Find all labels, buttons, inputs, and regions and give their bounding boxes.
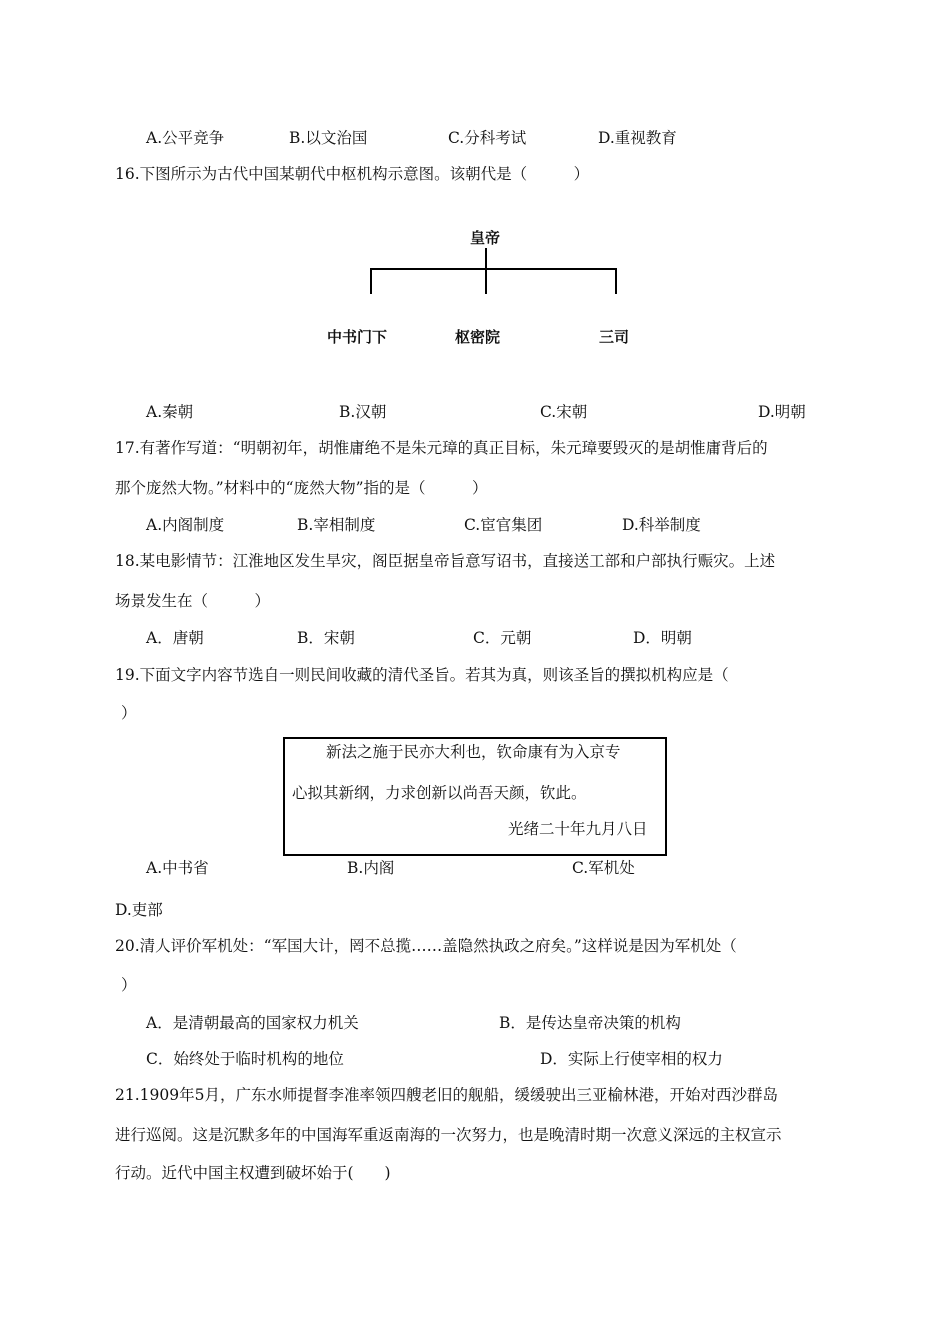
q20-option-a: A．是清朝最高的国家权力机关	[146, 1014, 359, 1032]
q20-option-b: B．是传达皇帝决策的机构	[499, 1014, 681, 1032]
q17-option-a: A.内阁制度	[146, 516, 225, 534]
edict-line1: 新法之施于民亦大利也，钦命康有为入京专	[326, 743, 621, 761]
q16-stem: 16.下图所示为古代中国某朝代中枢机构示意图。该朝代是（ ）	[115, 165, 590, 183]
q17-option-b: B.宰相制度	[297, 516, 376, 534]
q21-stem-line3: 行动。近代中国主权遭到破坏始于( )	[115, 1164, 391, 1182]
q17-stem-line1: 17.有著作写道：“明朝初年，胡惟庸绝不是朱元璋的真正目标，朱元璋要毁灭的是胡惟庸背后的	[115, 439, 768, 457]
q20-option-c: C．始终处于临时机构的地位	[146, 1050, 344, 1068]
chart-connector-top	[485, 248, 487, 270]
q20-stem-line1: 20.清人评价军机处：“军国大计，罔不总揽……盖隐然执政之府矣。”这样说是因为军机处（	[115, 937, 737, 955]
q15-option-d: D.重视教育	[598, 129, 677, 147]
q16-option-d: D.明朝	[758, 403, 806, 421]
q20-option-d: D．实际上行使宰相的权力	[540, 1050, 723, 1068]
q19-option-b: B.内阁	[347, 859, 395, 877]
q21-stem-line1: 21.1909年5月，广东水师提督李准率领四艘老旧的舰船，缓缓驶出三亚榆林港，开始对西沙群岛	[115, 1086, 778, 1104]
chart-node-zhongshumenxia: 中书门下	[327, 328, 388, 346]
q17-stem-line2: 那个庞然大物。”材料中的“庞然大物”指的是（ ）	[115, 479, 488, 497]
q19-option-d: D.吏部	[115, 901, 163, 919]
q19-stem-line2: ）	[121, 704, 137, 722]
chart-connector-middle	[485, 268, 487, 294]
q21-stem-line2: 进行巡阅。这是沉默多年的中国海军重返南海的一次努力，也是晚清时期一次意义深远的主权宣示	[115, 1126, 782, 1144]
q18-option-c: C．元朝	[473, 629, 532, 647]
q18-option-d: D．明朝	[633, 629, 692, 647]
q16-option-c: C.宋朝	[540, 403, 588, 421]
q18-option-b: B．宋朝	[297, 629, 355, 647]
chart-node-shumiyuan: 枢密院	[455, 328, 501, 346]
q15-option-b: B.以文治国	[289, 129, 368, 147]
q18-stem-line1: 18.某电影情节：江淮地区发生旱灾，阁臣据皇帝旨意写诏书，直接送工部和户部执行赈灾。上述	[115, 552, 776, 570]
q18-option-a: A．唐朝	[146, 629, 204, 647]
q15-option-a: A.公平竞争	[146, 129, 225, 147]
edict-line2: 心拟其新纲，力求创新以尚吾天颜，钦此。	[292, 784, 587, 802]
q19-option-c: C.军机处	[572, 859, 635, 877]
q18-stem-line2: 场景发生在（ ）	[115, 592, 271, 610]
q20-stem-line2: ）	[121, 976, 137, 994]
q15-option-c: C.分科考试	[448, 129, 527, 147]
chart-connector-right	[615, 268, 617, 294]
chart-connector-horizontal	[370, 268, 617, 270]
q17-option-d: D.科举制度	[622, 516, 701, 534]
chart-node-sansi: 三司	[599, 328, 630, 346]
q19-option-a: A.中书省	[146, 859, 209, 877]
q16-option-a: A.秦朝	[146, 403, 194, 421]
q17-option-c: C.宦官集团	[464, 516, 543, 534]
chart-node-emperor: 皇帝	[470, 229, 501, 247]
edict-date: 光绪二十年九月八日	[508, 820, 648, 838]
q16-option-b: B.汉朝	[339, 403, 387, 421]
q19-stem-line1: 19.下面文字内容节选自一则民间收藏的清代圣旨。若其为真，则该圣旨的撰拟机构应是（	[115, 666, 729, 684]
chart-connector-left	[370, 268, 372, 294]
